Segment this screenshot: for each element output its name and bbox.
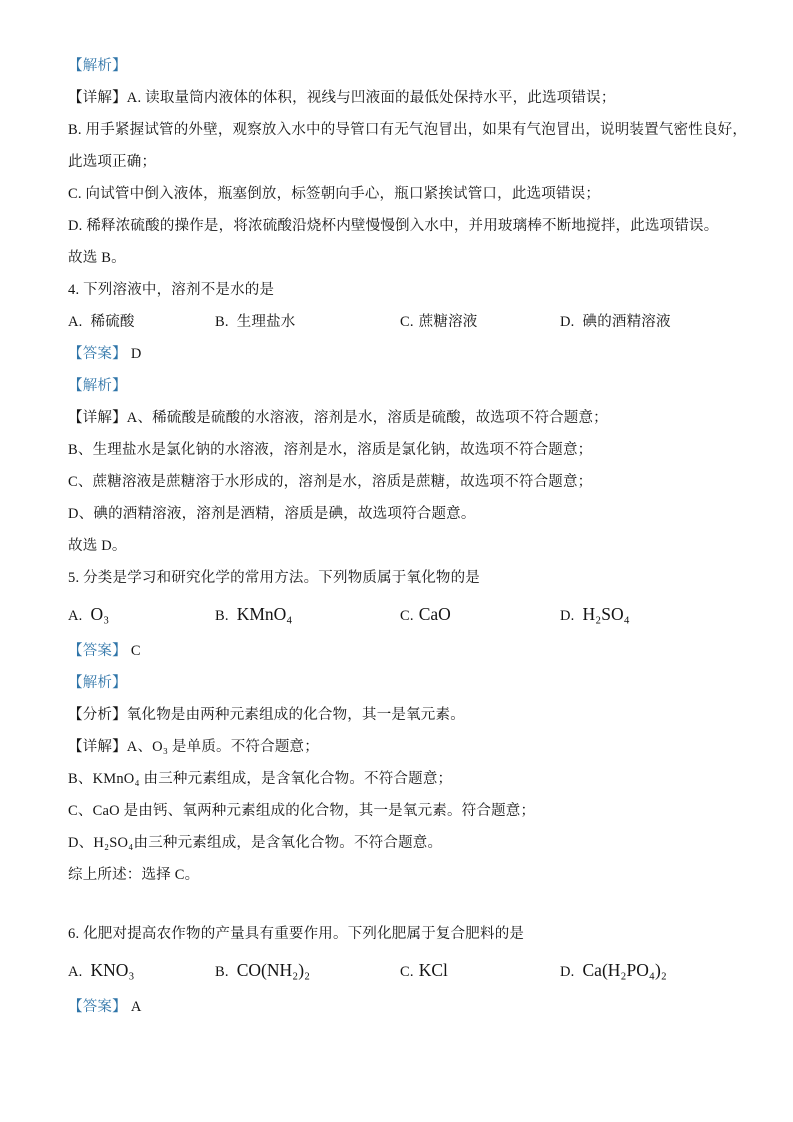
- chemical-formula: KCl: [418, 960, 448, 980]
- answer-line: [68, 991, 729, 1023]
- answer-label: 【答案】: [68, 999, 127, 1015]
- option-letter: A.: [68, 608, 83, 624]
- option-d: [560, 594, 630, 637]
- question-6-options-row: [68, 950, 729, 991]
- option-a: [68, 306, 135, 338]
- chemical-formula: KNO₃: [90, 960, 135, 980]
- option-letter: A.: [68, 964, 83, 980]
- option-letter: C.: [400, 964, 414, 980]
- chemical-formula: CO(NH₂)₂: [236, 960, 311, 980]
- chemical-formula: O₃: [90, 604, 110, 624]
- option-b: [215, 306, 296, 338]
- conclusion-line: 综上所述：选择 C。: [68, 867, 200, 883]
- option-d: [560, 950, 667, 993]
- explanation-line: C、蔗糖溶液是蔗糖溶于水形成的，溶剂是水，溶质是蔗糖，故选项不符合题意；: [68, 474, 593, 490]
- explanation-line: 【详解】A、稀硫酸是硫酸的水溶液，溶剂是水，溶质是硫酸，故选项不符合题意；: [68, 410, 608, 426]
- option-letter: B.: [215, 314, 229, 330]
- answer-value: A: [130, 999, 142, 1015]
- analysis-section-label: 【解析】: [68, 675, 127, 691]
- option-a: [68, 950, 135, 993]
- analysis-section-label: 【解析】: [68, 378, 127, 394]
- option-text: 生理盐水: [236, 314, 296, 330]
- answer-line: [68, 338, 729, 370]
- chemical-formula: Ca(H₂PO₄)₂: [582, 960, 667, 980]
- option-b: [215, 950, 310, 993]
- question-4-options-row: [68, 306, 729, 338]
- answer-line: [68, 635, 729, 667]
- option-text: 稀硫酸: [90, 314, 135, 330]
- explanation-line: D、H₂SO₄由三种元素组成，是含氧化合物。不符合题意。: [68, 835, 443, 851]
- chemical-formula: CaO: [418, 604, 451, 624]
- option-letter: D.: [560, 964, 575, 980]
- explanation-line: 【详解】A. 读取量筒内液体的体积，视线与凹液面的最低处保持水平，此选项错误；: [68, 90, 616, 106]
- option-letter: A.: [68, 314, 83, 330]
- question-5-options-row: [68, 594, 729, 635]
- option-c: [400, 594, 451, 637]
- chemical-formula: H₂SO₄: [582, 604, 630, 624]
- explanation-line: D、碘的酒精溶液，溶剂是酒精，溶质是碘，故选项符合题意。: [68, 506, 476, 522]
- conclusion-line: 故选 B。: [68, 250, 126, 266]
- option-b: [215, 594, 292, 637]
- option-letter: D.: [560, 314, 575, 330]
- answer-value: D: [130, 346, 142, 362]
- option-d: [560, 306, 671, 338]
- option-c: [400, 306, 478, 338]
- explanation-line: 【详解】A、O₃ 是单质。不符合题意；: [68, 739, 319, 755]
- question-6-title: 6. 化肥对提高农作物的产量具有重要作用。下列化肥属于复合肥料的是: [68, 926, 525, 942]
- option-letter: C.: [400, 314, 414, 330]
- option-letter: D.: [560, 608, 575, 624]
- analysis-line: 【分析】氧化物是由两种元素组成的化合物，其一是氧元素。: [68, 707, 465, 723]
- question-5-title: 5. 分类是学习和研究化学的常用方法。下列物质属于氧化物的是: [68, 570, 480, 586]
- answer-label: 【答案】: [68, 643, 127, 659]
- chemical-formula: KMnO₄: [236, 604, 293, 624]
- explanation-line: C. 向试管中倒入液体，瓶塞倒放，标签朝向手心，瓶口紧挨试管口，此选项错误；: [68, 186, 601, 202]
- option-c: [400, 950, 448, 993]
- explanation-line: C、CaO 是由钙、氧两种元素组成的化合物，其一是氧元素。符合题意；: [68, 803, 536, 819]
- option-letter: C.: [400, 608, 414, 624]
- explanation-line: 此选项正确；: [68, 154, 157, 170]
- explanation-line: B、KMnO₄ 由三种元素组成，是含氧化合物。不符合题意；: [68, 771, 453, 787]
- option-text: 蔗糖溶液: [418, 314, 478, 330]
- explanation-line: D. 稀释浓硫酸的操作是，将浓硫酸沿烧杯内壁慢慢倒入水中，并用玻璃棒不断地搅拌，此选项错误。: [68, 218, 719, 234]
- question-4-title: 4. 下列溶液中，溶剂不是水的是: [68, 282, 275, 298]
- analysis-section-label: 【解析】: [68, 58, 127, 74]
- option-text: 碘的酒精溶液: [582, 314, 671, 330]
- explanation-line: B、生理盐水是氯化钠的水溶液，溶剂是水，溶质是氯化钠，故选项不符合题意；: [68, 442, 593, 458]
- explanation-line: B. 用手紧握试管的外壁，观察放入水中的导管口有无气泡冒出，如果有气泡冒出，说明装置气密性良好，: [68, 122, 748, 138]
- answer-value: C: [130, 643, 141, 659]
- conclusion-line: 故选 D。: [68, 538, 127, 554]
- option-letter: B.: [215, 608, 229, 624]
- option-a: [68, 594, 109, 637]
- option-letter: B.: [215, 964, 229, 980]
- answer-label: 【答案】: [68, 346, 127, 362]
